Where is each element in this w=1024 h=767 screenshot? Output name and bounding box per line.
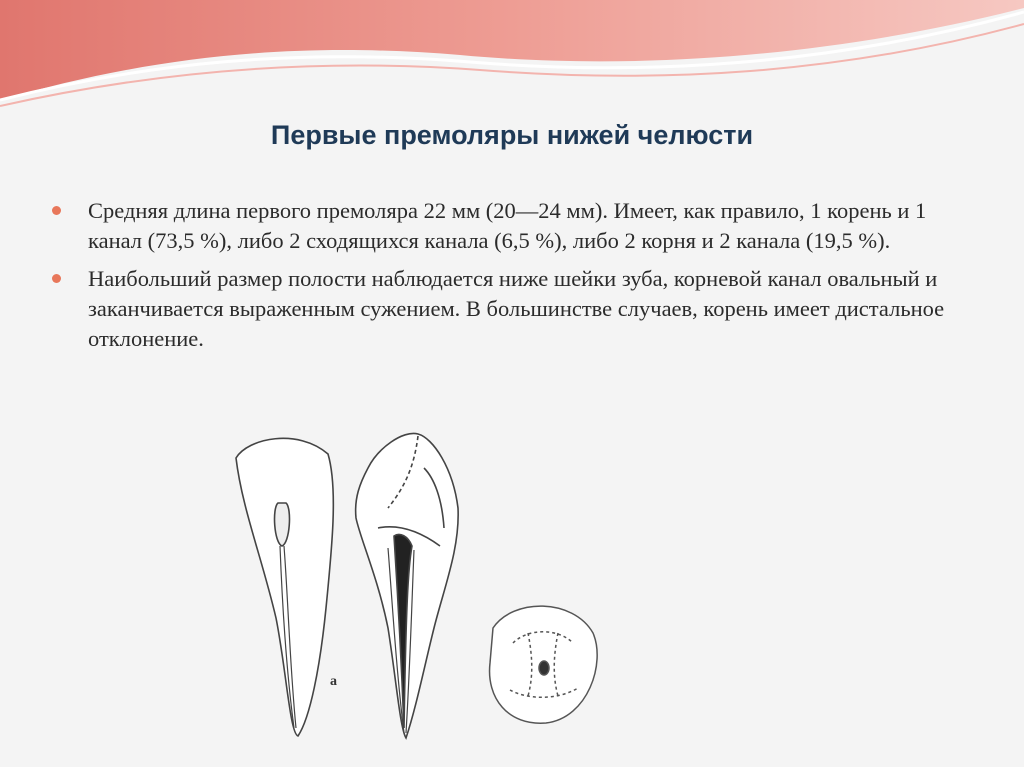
bullet-item	[52, 196, 952, 256]
header-wave-decoration	[0, 0, 1024, 110]
bullet-dot-icon	[52, 274, 61, 283]
bullet-item	[52, 264, 952, 354]
bullet-list	[52, 196, 952, 362]
premolar-figures	[228, 428, 618, 758]
tooth-section-illustration	[236, 438, 333, 736]
tooth-side-illustration	[356, 433, 459, 738]
tooth-cross-section-illustration	[490, 606, 598, 723]
bullet-text: Наибольший размер полости наблюдается ниже шейки зуба, корневой канал овальный и заканчивается выраженным сужением. В большинстве случаев, корень имеет дистальное отклонение.	[88, 266, 945, 351]
figure-label: а	[330, 674, 337, 689]
bullet-text: Средняя длина первого премоляра 22 мм (20—24 мм). Имеет, как правило, 1 корень и 1 канал (73,5 %), либо 2 сходящихся канала (6,5 %), либо 2 корня и 2 канала (19,5 %).	[88, 198, 927, 253]
bullet-dot-icon	[52, 206, 61, 215]
slide-title: Первые премоляры нижей челюсти	[270, 120, 754, 150]
